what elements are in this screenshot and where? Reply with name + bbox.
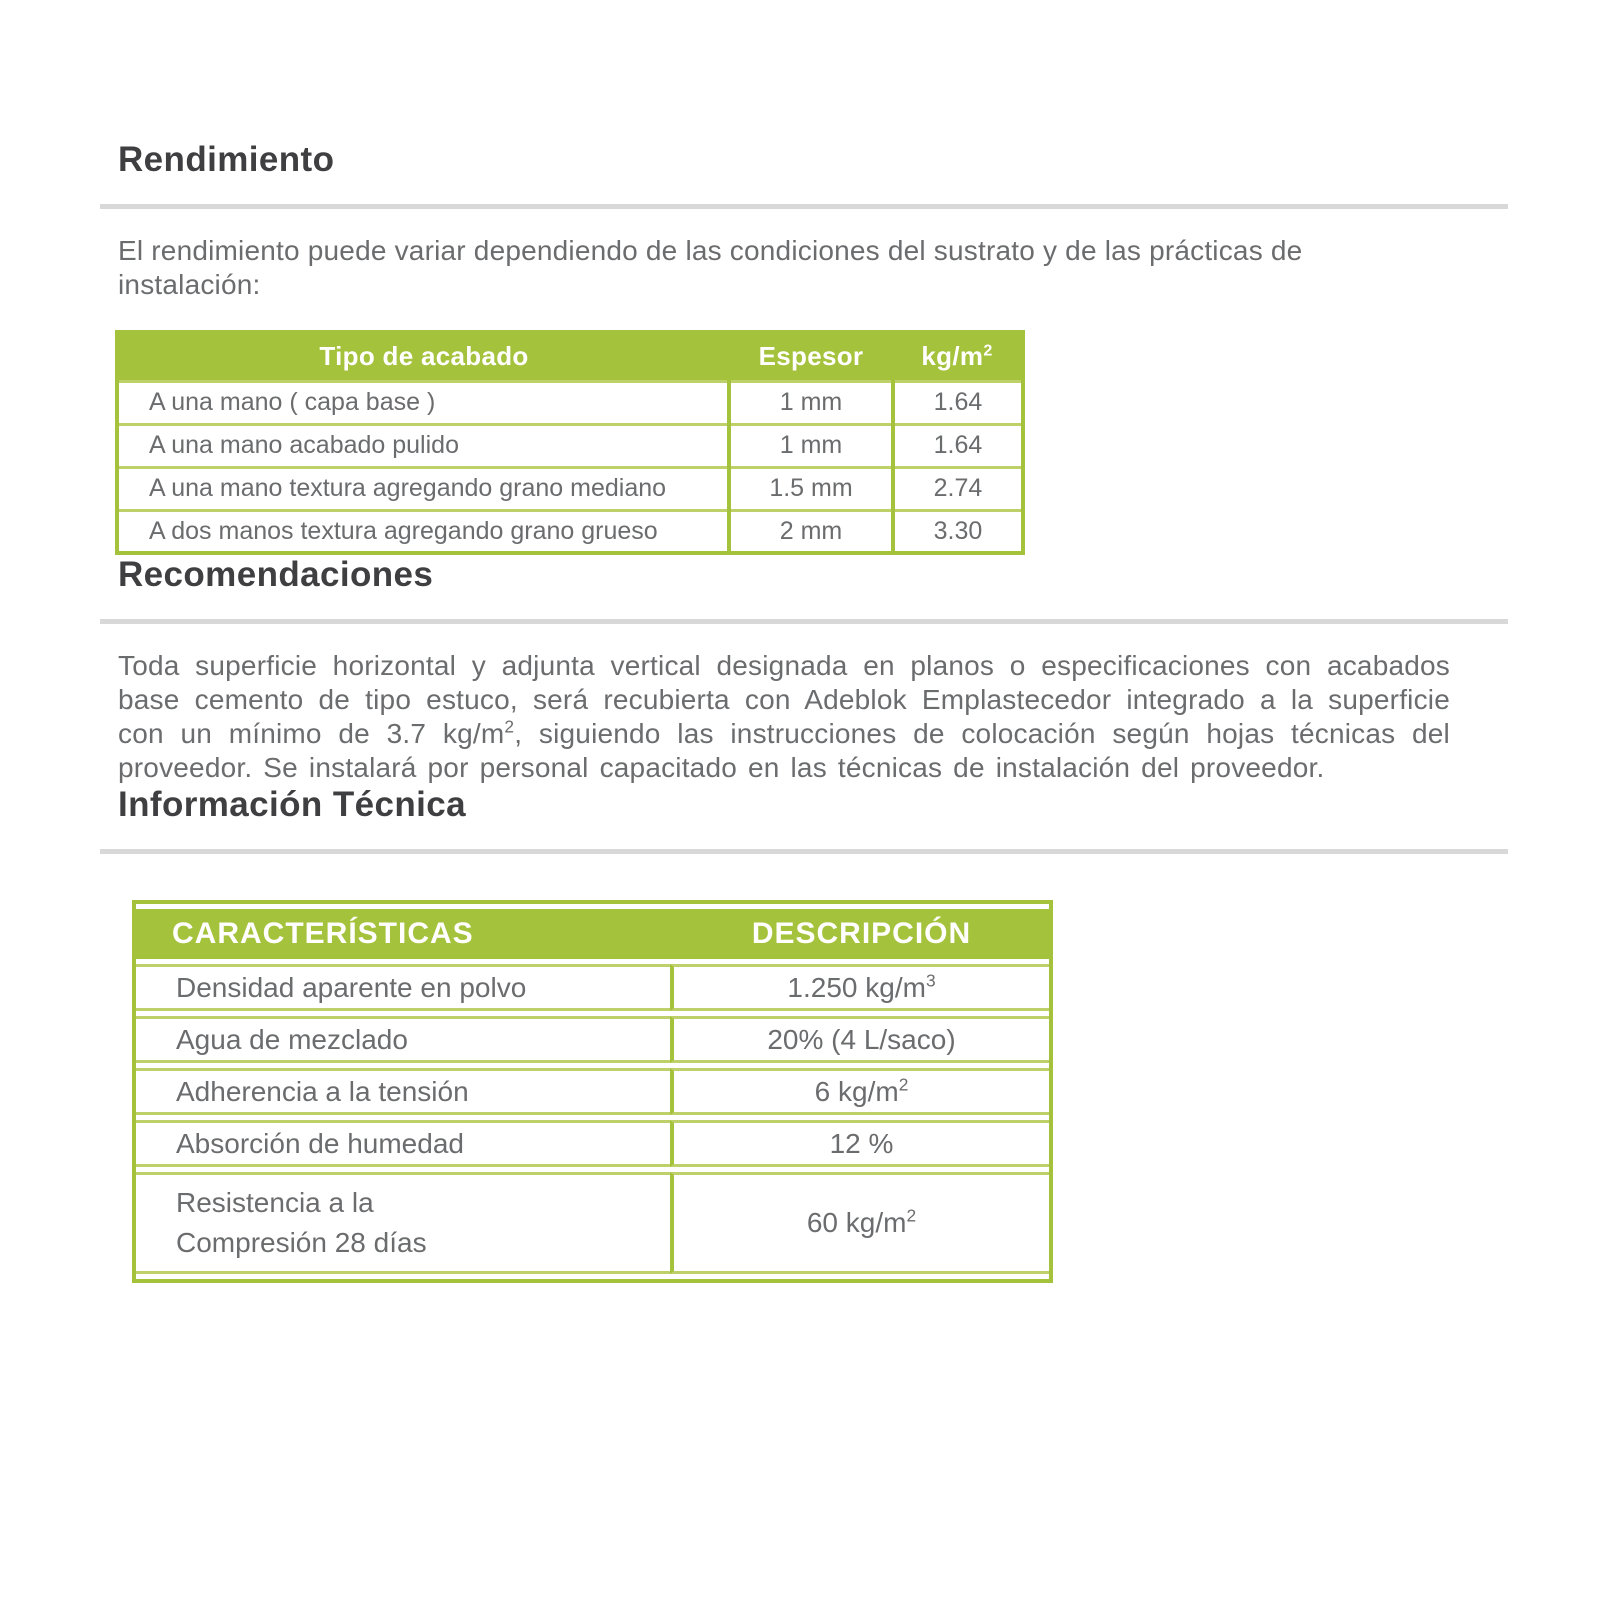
section-divider	[100, 619, 1508, 624]
thickness-cell: 1 mm	[729, 424, 893, 467]
table-row	[117, 424, 1023, 467]
recomendaciones-text-part1: Toda superficie horizontal y adjunta vertical designada en planos o especificaciones con acabados base cemento de tipo estuco, será recubierta con Adeblok Emplastecedor integrado a la superficie con un mínimo de 3.7 kg/m	[118, 650, 1450, 749]
description-cell	[670, 1172, 1049, 1274]
finish-type-cell: A una mano acabado pulido	[117, 424, 729, 467]
recomendaciones-sup: 2	[504, 716, 515, 737]
header-espesor: Espesor	[729, 332, 893, 381]
section-divider	[100, 204, 1508, 209]
table-row	[136, 964, 1049, 1011]
table-row	[117, 510, 1023, 553]
section-title-rendimiento: Rendimiento	[118, 140, 335, 179]
kg-cell: 1.64	[893, 424, 1023, 467]
tech-table-header-row	[136, 909, 1049, 959]
header-kg-m2-text: kg/m	[921, 341, 984, 372]
thickness-cell: 1 mm	[729, 381, 893, 424]
kg-cell: 2.74	[893, 467, 1023, 510]
rendimiento-table	[115, 330, 1025, 555]
rendimiento-intro-paragraph: El rendimiento puede variar dependiendo de las condiciones del sustrato y de las prácticas de instalación:	[118, 235, 1303, 300]
table-row	[136, 1016, 1049, 1063]
description-cell	[670, 1068, 1049, 1115]
header-descripcion: DESCRIPCIÓN	[670, 909, 1049, 959]
description-value: 1.250 kg/m	[787, 971, 926, 1003]
characteristic-line2: Compresión 28 días	[176, 1227, 427, 1258]
informacion-tecnica-table	[132, 900, 1053, 1283]
recomendaciones-text-part2: , siguiendo las instrucciones de colocación según hojas técnicas del proveedor. Se instalará por personal capacitado en las técnicas de instalación del proveedor.	[118, 718, 1450, 783]
recomendaciones-paragraph	[118, 649, 1450, 785]
table-row	[136, 1172, 1049, 1274]
description-cell	[670, 964, 1049, 1011]
description-value-sup: 3	[925, 970, 936, 991]
description-value: 60 kg/m	[806, 1207, 907, 1238]
header-caracteristicas: CARACTERÍSTICAS	[136, 909, 670, 959]
thickness-cell: 2 mm	[729, 510, 893, 553]
characteristic-cell: Agua de mezclado	[136, 1016, 670, 1063]
description-value: 6 kg/m	[814, 1075, 899, 1107]
table-row	[117, 381, 1023, 424]
table-row	[136, 1120, 1049, 1167]
characteristic-cell: Adherencia a la tensión	[136, 1068, 670, 1115]
rendimiento-table-header-row	[117, 332, 1023, 381]
header-tipo-de-acabado: Tipo de acabado	[117, 332, 729, 381]
section-divider	[100, 849, 1508, 854]
description-cell	[670, 1120, 1049, 1167]
description-value: 12 %	[829, 1127, 894, 1159]
kg-cell: 3.30	[893, 510, 1023, 553]
characteristic-cell: Densidad aparente en polvo	[136, 964, 670, 1011]
table-row	[136, 1068, 1049, 1115]
datasheet-page	[118, 0, 1450, 1283]
thickness-cell: 1.5 mm	[729, 467, 893, 510]
characteristic-cell: Absorción de humedad	[136, 1120, 670, 1167]
header-kg-m2	[893, 332, 1023, 381]
characteristic-line1: Resistencia a la	[176, 1187, 374, 1218]
finish-type-cell: A una mano textura agregando grano mediano	[117, 467, 729, 510]
finish-type-cell: A una mano ( capa base )	[117, 381, 729, 424]
description-value-sup: 2	[898, 1074, 909, 1095]
description-value: 20% (4 L/saco)	[767, 1023, 956, 1055]
description-value-sup: 2	[906, 1205, 917, 1226]
kg-cell: 1.64	[893, 381, 1023, 424]
header-kg-m2-sup: 2	[983, 341, 993, 360]
section-title-recomendaciones: Recomendaciones	[118, 555, 434, 594]
description-cell	[670, 1016, 1049, 1063]
characteristic-cell	[136, 1172, 670, 1274]
table-row	[117, 467, 1023, 510]
finish-type-cell: A dos manos textura agregando grano grueso	[117, 510, 729, 553]
section-title-informacion-tecnica: Información Técnica	[118, 785, 466, 824]
